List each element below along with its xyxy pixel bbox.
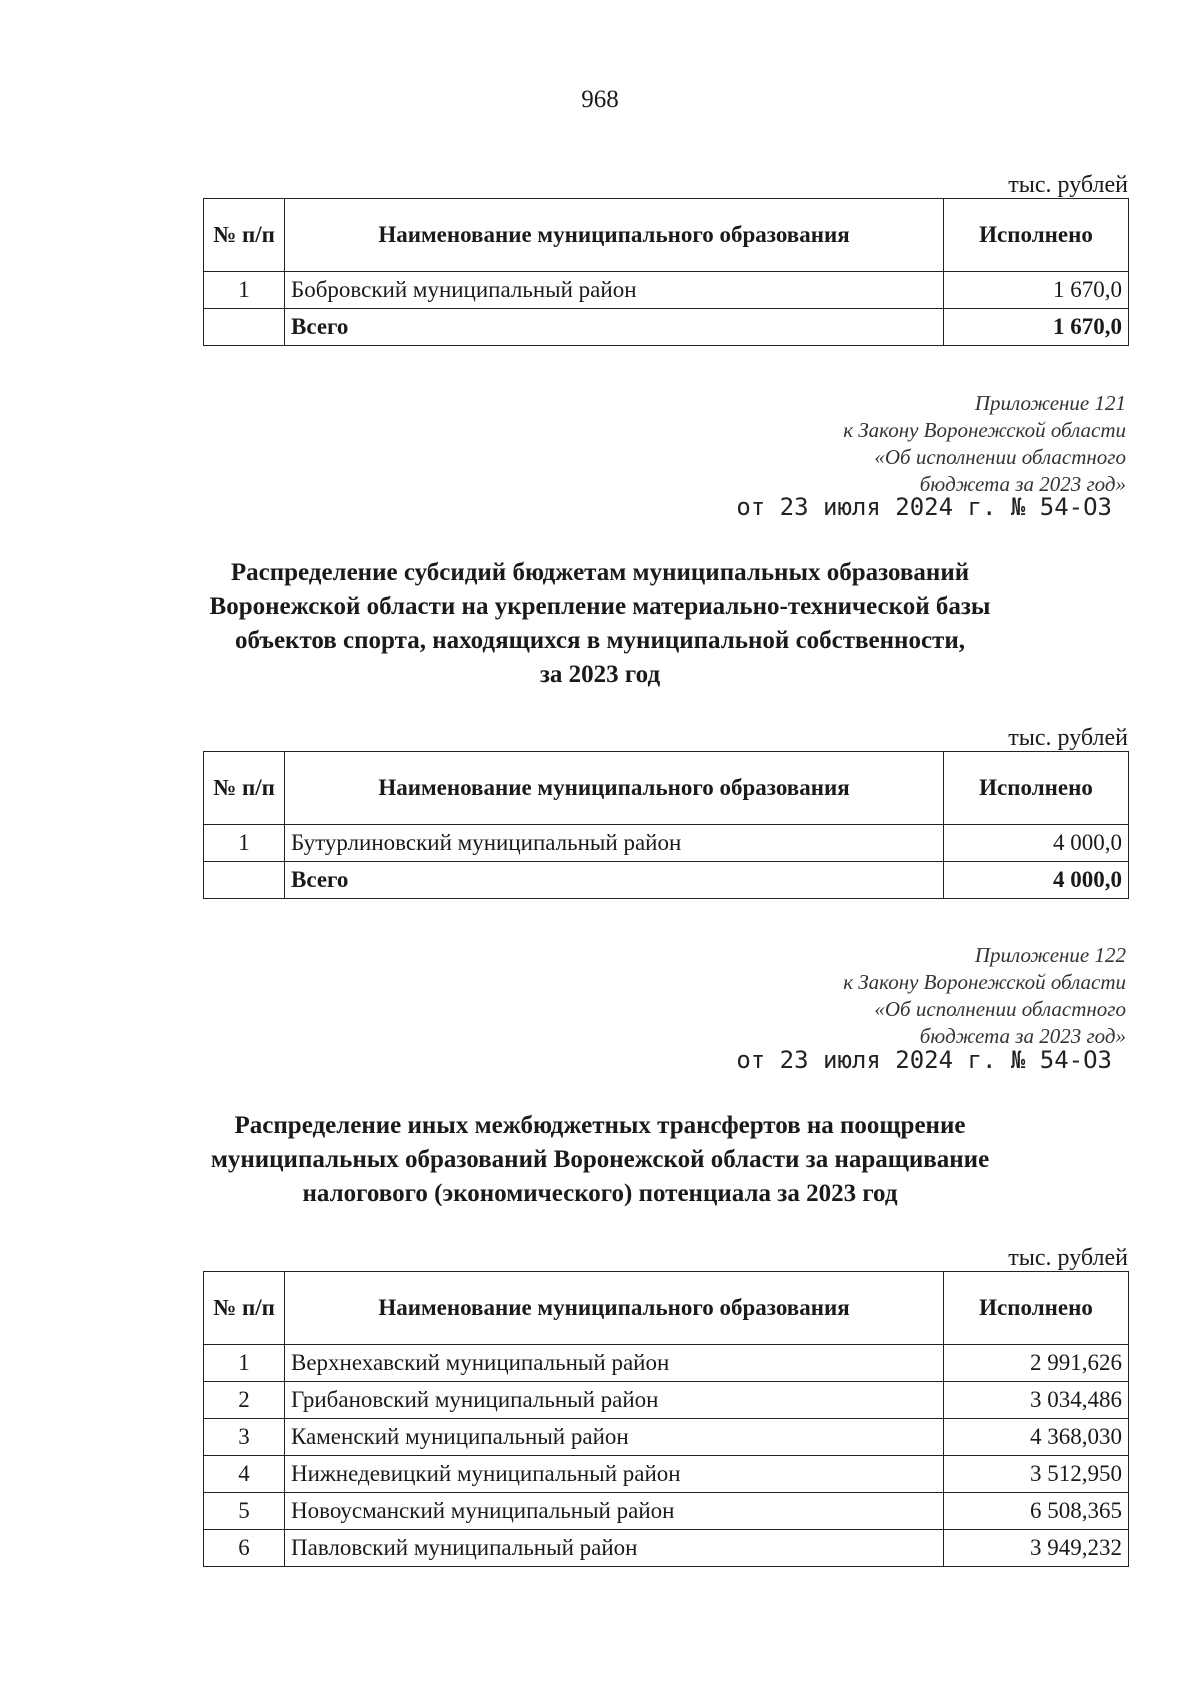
- table-row: [204, 825, 1129, 862]
- cell-value: 6 508,365: [944, 1493, 1129, 1530]
- total-value: 1 670,0: [944, 309, 1129, 346]
- title-line: Распределение иных межбюджетных трансфертов на поощрение: [234, 1112, 966, 1139]
- law-stamp: от 23 июля 2024 г. № 54-ОЗ: [736, 493, 1112, 521]
- cell-name: Новоусманский муниципальный район: [285, 1493, 944, 1530]
- cell-value: 2 991,626: [944, 1345, 1129, 1382]
- cell-name: Верхнехавский муниципальный район: [285, 1345, 944, 1382]
- table-2: [203, 751, 1129, 899]
- header-name: Наименование муниципального образования: [285, 199, 944, 272]
- appendix-line: «Об исполнении областного: [874, 445, 1126, 469]
- title-line: Воронежской области на укрепление материально-технической базы: [209, 593, 991, 620]
- cell-num: 2: [204, 1382, 285, 1419]
- appendix-122: [706, 942, 1126, 1050]
- cell-name: Бобровский муниципальный район: [285, 272, 944, 309]
- table-row: [204, 1493, 1129, 1530]
- appendix-line: Приложение 121: [974, 391, 1126, 415]
- total-row: [204, 309, 1129, 346]
- appendix-line: к Закону Воронежской области: [843, 970, 1126, 994]
- cell-num: 5: [204, 1493, 285, 1530]
- total-label: Всего: [285, 309, 944, 346]
- table-1: [203, 198, 1129, 346]
- cell-num: 1: [204, 825, 285, 862]
- units-label: тыс. рублей: [1008, 1245, 1128, 1271]
- cell-num: [204, 309, 285, 346]
- cell-name: Павловский муниципальный район: [285, 1530, 944, 1567]
- cell-num: 4: [204, 1456, 285, 1493]
- units-label: тыс. рублей: [1008, 172, 1128, 198]
- cell-num: 1: [204, 1345, 285, 1382]
- table-row: [204, 1530, 1129, 1567]
- header-name: Наименование муниципального образования: [285, 1272, 944, 1345]
- cell-name: Грибановский муниципальный район: [285, 1382, 944, 1419]
- title-line: налогового (экономического) потенциала за 2023 год: [302, 1180, 898, 1207]
- header-num: № п/п: [204, 1272, 285, 1345]
- table-3: [203, 1271, 1129, 1567]
- law-stamp: от 23 июля 2024 г. № 54-ОЗ: [736, 1046, 1112, 1074]
- cell-value: 3 034,486: [944, 1382, 1129, 1419]
- cell-num: [204, 862, 285, 899]
- cell-num: 6: [204, 1530, 285, 1567]
- header-num: № п/п: [204, 199, 285, 272]
- cell-num: 3: [204, 1419, 285, 1456]
- cell-value: 3 949,232: [944, 1530, 1129, 1567]
- appendix-line: бюджета за 2023 год»: [919, 1024, 1126, 1048]
- title-line: за 2023 год: [539, 661, 661, 688]
- total-value: 4 000,0: [944, 862, 1129, 899]
- total-label: Всего: [285, 862, 944, 899]
- units-label: тыс. рублей: [1008, 725, 1128, 751]
- table-row: [204, 1382, 1129, 1419]
- appendix-line: «Об исполнении областного: [874, 997, 1126, 1021]
- header-name: Наименование муниципального образования: [285, 752, 944, 825]
- appendix-line: к Закону Воронежской области: [843, 418, 1126, 442]
- cell-value: 3 512,950: [944, 1456, 1129, 1493]
- cell-value: 4 368,030: [944, 1419, 1129, 1456]
- cell-value: 4 000,0: [944, 825, 1129, 862]
- table-row: [204, 1456, 1129, 1493]
- table-header-row: [204, 752, 1129, 825]
- total-row: [204, 862, 1129, 899]
- section-title: [150, 1109, 1050, 1211]
- table-header-row: [204, 199, 1129, 272]
- section-title: [150, 556, 1050, 692]
- cell-num: 1: [204, 272, 285, 309]
- title-line: муниципальных образований Воронежской области за наращивание: [210, 1146, 990, 1173]
- header-value: Исполнено: [944, 752, 1129, 825]
- cell-name: Каменский муниципальный район: [285, 1419, 944, 1456]
- header-value: Исполнено: [944, 199, 1129, 272]
- page-number: 968: [581, 86, 619, 113]
- table-row: [204, 1419, 1129, 1456]
- header-num: № п/п: [204, 752, 285, 825]
- title-line: Распределение субсидий бюджетам муниципальных образований: [230, 559, 970, 586]
- cell-name: Нижнедевицкий муниципальный район: [285, 1456, 944, 1493]
- cell-name: Бутурлиновский муниципальный район: [285, 825, 944, 862]
- cell-value: 1 670,0: [944, 272, 1129, 309]
- table-row: [204, 272, 1129, 309]
- appendix-121: [706, 390, 1126, 498]
- header-value: Исполнено: [944, 1272, 1129, 1345]
- appendix-line: Приложение 122: [974, 943, 1126, 967]
- appendix-line: бюджета за 2023 год»: [919, 472, 1126, 496]
- table-row: [204, 1345, 1129, 1382]
- table-header-row: [204, 1272, 1129, 1345]
- title-line: объектов спорта, находящихся в муниципальной собственности,: [235, 627, 965, 654]
